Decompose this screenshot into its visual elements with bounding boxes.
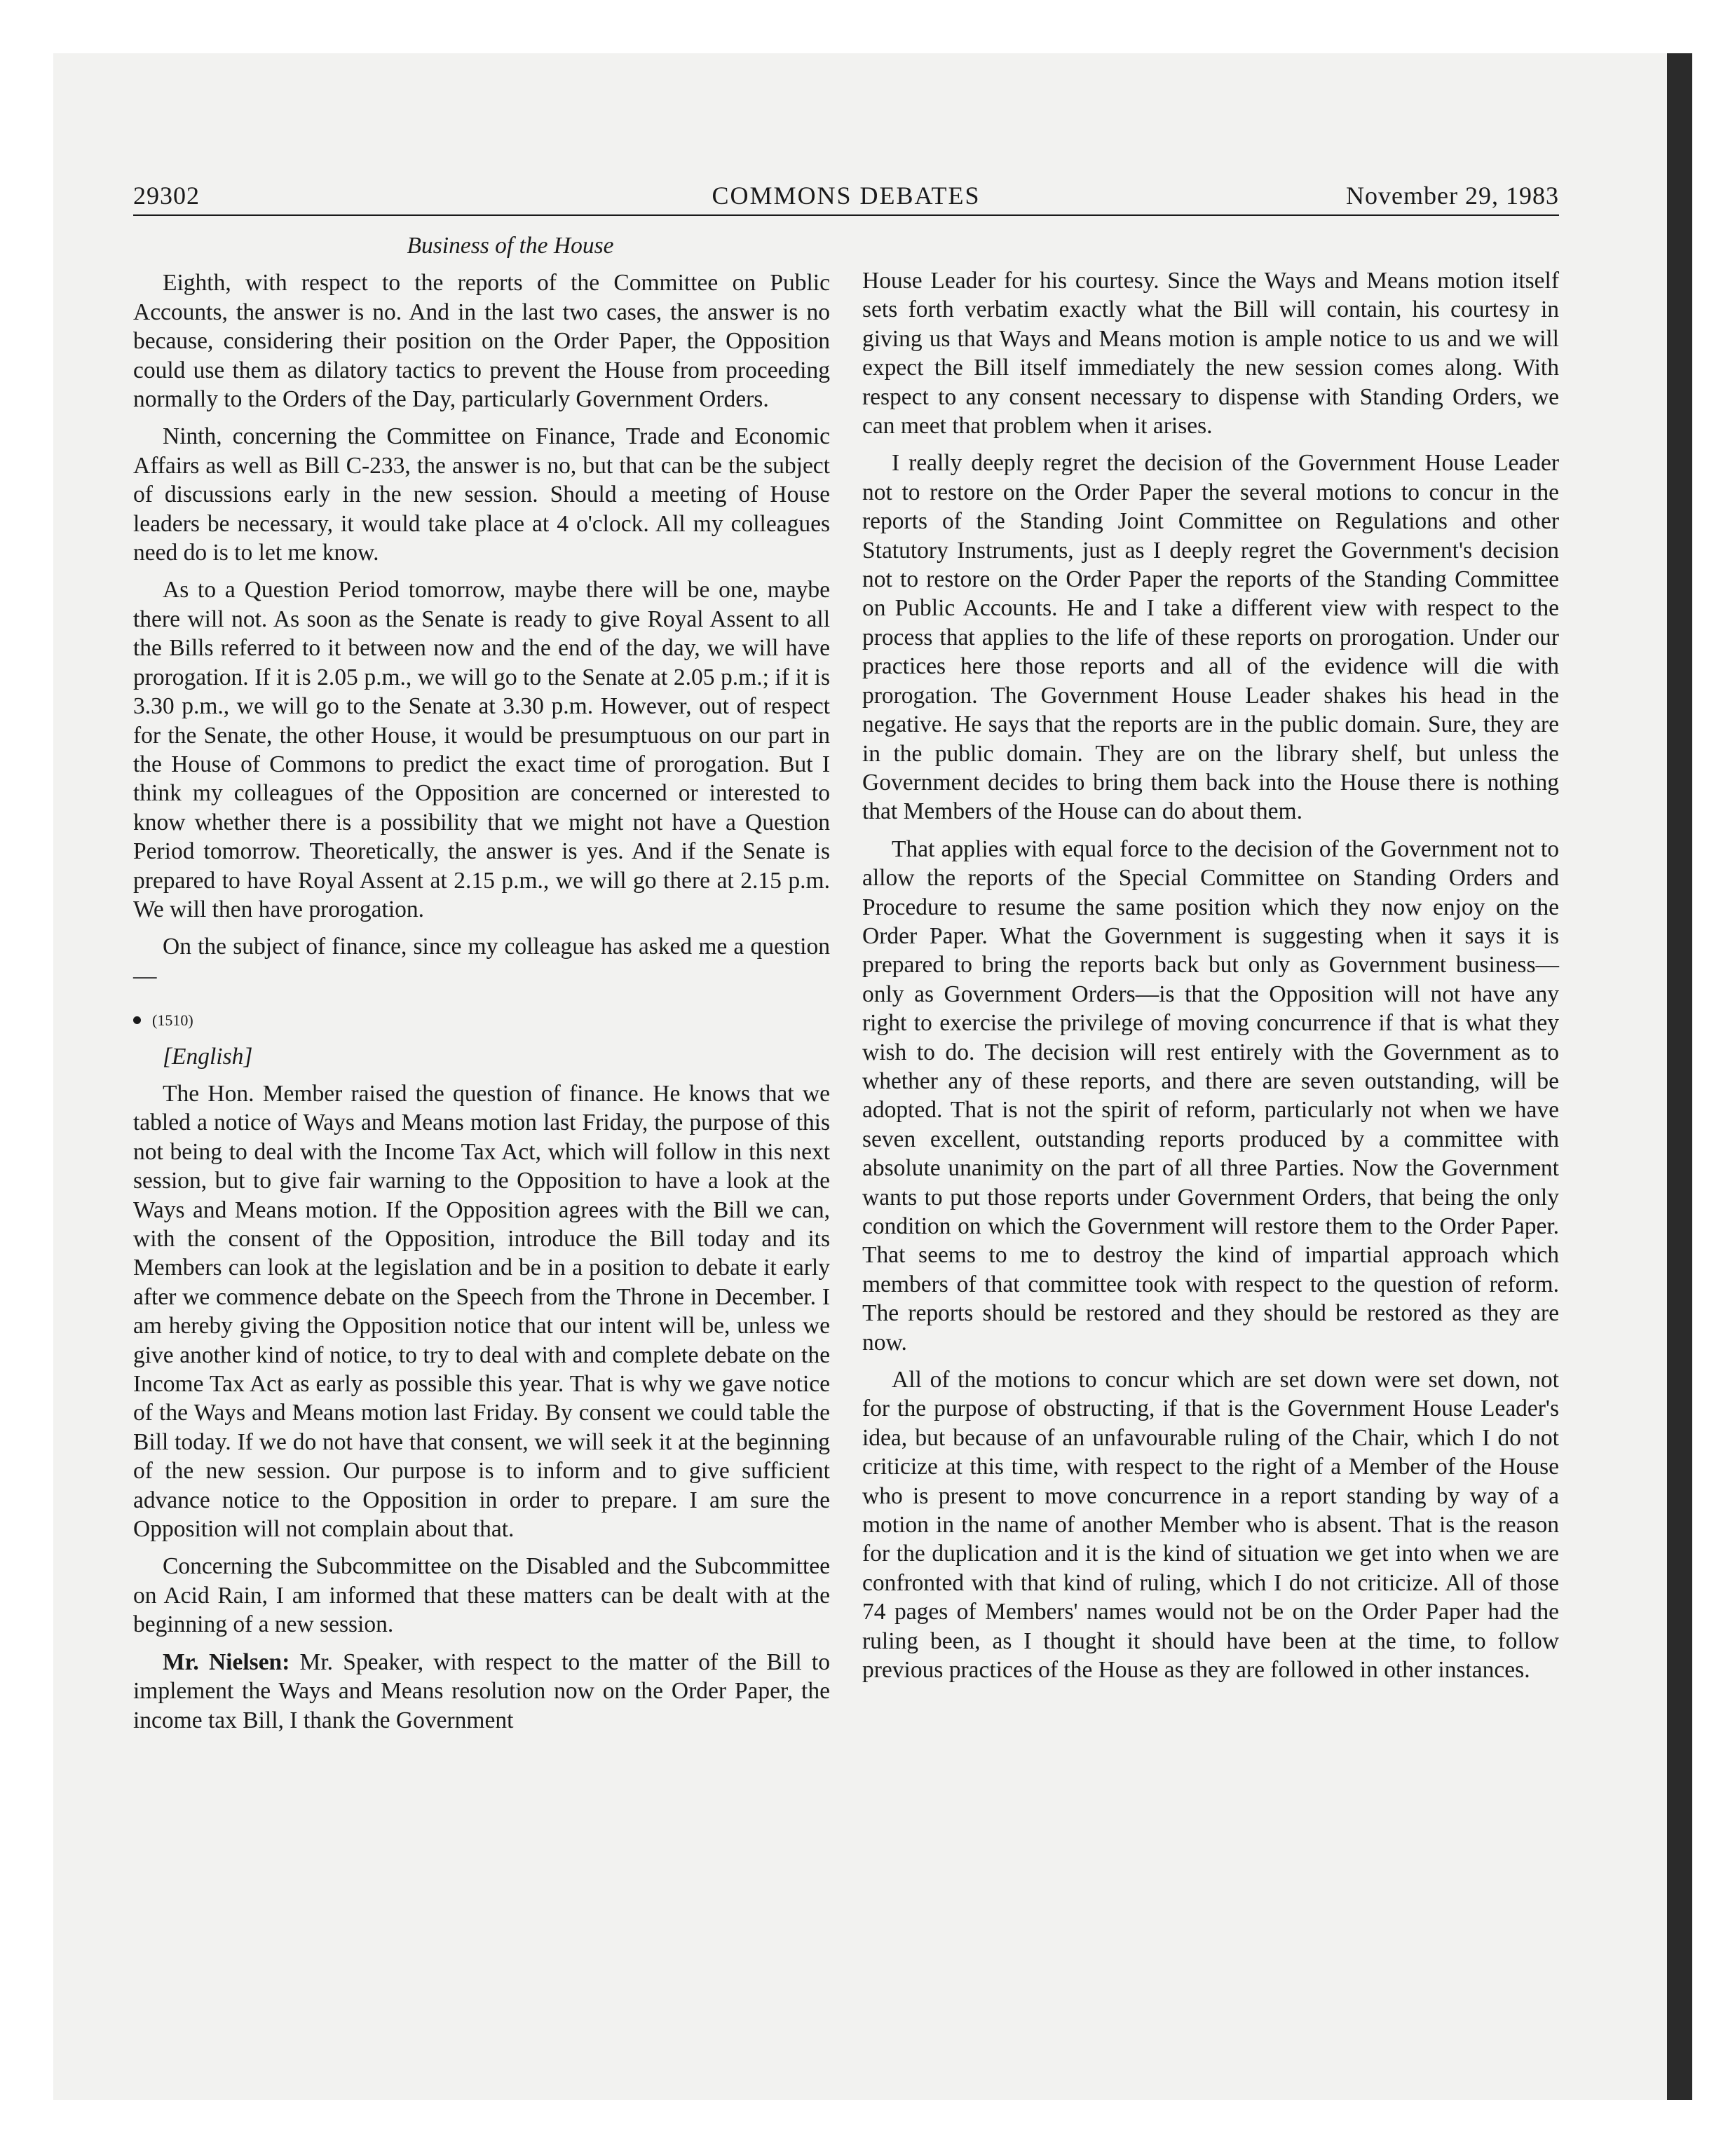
scan-edge-bar bbox=[1667, 53, 1692, 2100]
paragraph: I really deeply regret the decision of the Government House Leader not to restore on the Order Paper the several motions to concur in the reports of the Standing Joint Committee on Regulations and other Statutory Instruments, just as I deeply regret the Government's decision not to restore on the Order Paper the reports of the Standing Committee on Public Accounts. He and I take a different view with respect to the process that applies to the life of these reports on prorogation. Under our practices here those reports and all of the evidence will die with prorogation. The Government House Leader shakes his head in the negative. He says that the reports are in the public domain. Sure, they are in the public domain. They are on the library shelf, but unless the Government decides to bring them back into the House there is nothing that Members of the House can do about them. bbox=[862, 450, 1559, 825]
speaker-text: Mr. Speaker, with respect to the matter of the Bill to implement the Ways and Means resolution now on the Order Paper, the income tax Bill, I thank the Government bbox=[133, 1649, 830, 1733]
page-number: 29302 bbox=[133, 182, 200, 210]
paragraph: House Leader for his courtesy. Since the Ways and Means motion itself sets forth verbatim exactly what the Bill will contain, his courtesy in giving us that Ways and Means motion is ample notice to us and we will expect the Bill itself immediately the new session comes along. With respect to any consent necessary to dispense with Standing Orders, we can meet that problem when it arises. bbox=[862, 268, 1559, 439]
timestamp-text: (1510) bbox=[152, 1011, 193, 1030]
speaker-name: Mr. Nielsen: bbox=[163, 1649, 290, 1675]
paragraph: The Hon. Member raised the question of finance. He knows that we tabled a notice of Ways and Means motion last Friday, the purpose of this not being to deal with the Income Tax Act, which will follow in this next session, but to give fair warning to the Opposition to have a look at the Ways and Means motion. If the Opposition agrees with the Bill we can, with the consent of the Opposition, introduce the Bill today and its Members can look at the legislation and be in a position to debate it early after we commence debate on the Speech from the Throne in December. I am hereby giving the Opposition notice that our intent will be, unless we give another kind of notice, to try to deal with and complete debate on the Income Tax Act as early as possible this year. That is why we gave notice of the Ways and Means motion last Friday. By consent we could table the Bill today. If we do not have that consent, we will seek it at the beginning of the new session. Our purpose is to inform and to give sufficient advance notice to the Opposition in order to prepare. I am sure the Opposition will not complain about that. bbox=[133, 1080, 830, 1543]
speaker-paragraph bbox=[133, 1648, 830, 1735]
header-rule bbox=[133, 214, 1559, 216]
paragraph: As to a Question Period tomorrow, maybe there will be one, maybe there will not. As soon as the Senate is ready to give Royal Assent to all the Bills referred to it between now and the end of the day, we will have prorogation. If it is 2.05 p.m., we will go to the Senate at 2.05 p.m.; if it is 3.30 p.m., we will go to the Senate at 3.30 p.m. However, out of respect for the Senate, the other House, it would be presumptuous on our part in the House of Commons to predict the exact time of prorogation. But I think my colleagues of the Opposition are concerned or interested to know whether there is a possibility that we might not have a Question Period tomorrow. Theoretically, the answer is yes. And if the Senate is prepared to have Royal Assent at 2.15 p.m., we will go there at 2.15 p.m. We will then have prorogation. bbox=[133, 577, 830, 922]
left-column bbox=[133, 231, 830, 1743]
paragraph: On the subject of finance, since my colleague has asked me a question— bbox=[133, 934, 830, 989]
bullet-icon bbox=[133, 1016, 141, 1024]
section-heading: Business of the House bbox=[407, 233, 614, 259]
paragraph: Ninth, concerning the Committee on Finance, Trade and Economic Affairs as well as Bill C-233, the answer is no, but that can be the subject of discussions early in the new session. Should a meeting of House leaders be necessary, it would take place at 4 o'clock. All my colleagues need do is to let me know. bbox=[133, 423, 830, 566]
timestamp-marker bbox=[133, 1006, 830, 1035]
publication-date: November 29, 1983 bbox=[1346, 182, 1559, 210]
page-header bbox=[133, 181, 1559, 212]
language-marker: [English] bbox=[163, 1043, 253, 1070]
paragraph: That applies with equal force to the decision of the Government not to allow the reports of the Special Committee on Standing Orders and Procedure to resume the same position which they now enjoy on the Order Paper. What the Government is suggesting when it says it is prepared to bring the reports back but only as Government business—only as Government Orders—is that the Opposition will not have any right to exercise the privilege of moving concurrence if that is what they wish to do. The decision will rest entirely with the Government as to whether any of these reports, and there are seven outstanding, will be adopted. That is not the spirit of reform, particularly not when we have seven excellent, outstanding reports produced by a committee with absolute unanimity on the part of all three Parties. Now the Government wants to put those reports under Government Orders, that being the only condition on which the Government will restore them to the Order Paper. That seems to me to destroy the kind of impartial approach which members of that committee took with respect to the question of reform. The reports should be restored and they should be restored as they are now. bbox=[862, 835, 1559, 1356]
paragraph: Concerning the Subcommittee on the Disabled and the Subcommittee on Acid Rain, I am informed that these matters can be dealt with at the beginning of a new session. bbox=[133, 1553, 830, 1638]
publication-title: COMMONS DEBATES bbox=[712, 182, 981, 210]
right-column bbox=[862, 266, 1559, 1693]
paragraph: Eighth, with respect to the reports of the Committee on Public Accounts, the answer is no. And in the last two cases, the answer is no because, considering their position on the Order Paper, the Opposition could use them as dilatory tactics to prevent the House from proceeding normally to the Orders of the Day, particularly Government Orders. bbox=[133, 270, 830, 413]
paragraph: All of the motions to concur which are set down were set down, not for the purpose of obstructing, if that is the Government House Leader's idea, but because of an unfavourable ruling of the Chair, which I do not criticize at this time, with respect to the right of a Member of the House who is present to move concurrence in a report standing by way of a motion in the name of another Member who is absent. That is the reason for the duplication and it is the kind of situation we get into when we are confronted with that kind of ruling, which I do not criticize. All of those 74 pages of Members' names would not be on the Order Paper had the ruling been, as I thought it should have been at the time, to follow previous practices of the House as they are followed in other instances. bbox=[862, 1367, 1559, 1684]
